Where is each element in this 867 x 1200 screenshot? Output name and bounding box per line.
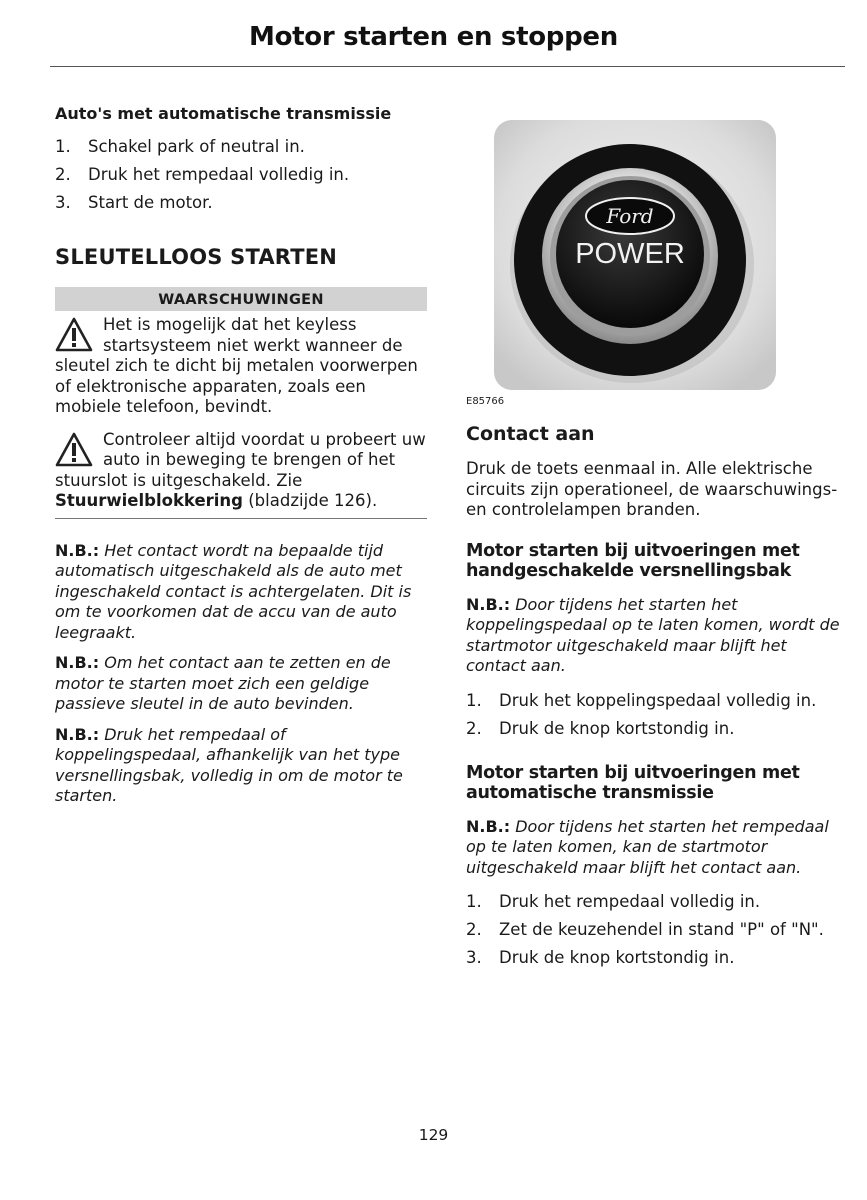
note: N.B.: Door tijdens het starten het koppelingspedaal op te laten komen, wordt de startmotor uitgeschakeld maar blijft het contact aan.: [466, 594, 840, 675]
image-code: E85766: [466, 396, 505, 407]
section-heading: SLEUTELLOOS STARTEN: [55, 245, 338, 269]
list-item: 3. Start de motor.: [55, 193, 213, 212]
header-divider: [50, 66, 845, 67]
cross-reference-link[interactable]: Stuurwielblokkering: [55, 491, 243, 510]
warning-triangle-icon: [55, 432, 93, 468]
list-item: 2. Zet de keuzehendel in stand "P" of "N".: [466, 920, 824, 939]
power-button-image: [494, 120, 776, 390]
right-column: [466, 120, 842, 972]
contact-heading: Contact aan: [466, 423, 595, 445]
manual-steps: [466, 687, 842, 743]
automatic-steps: [466, 888, 842, 972]
warnings-box: [55, 287, 427, 519]
list-item: 1. Druk het rempedaal volledig in.: [466, 892, 761, 911]
warning-triangle-icon: [55, 317, 93, 353]
note: N.B.: Druk het rempedaal of koppelingspedaal, afhankelijk van het type versnellingsbak, volledig in om de motor te starten.: [55, 724, 403, 805]
manual-heading: Motor starten bij uitvoeringen met handgeschakelde versnellingsbak: [466, 540, 800, 581]
page-number: 129: [418, 1126, 449, 1144]
warnings-bottom-rule: [55, 518, 427, 519]
list-item: 1. Druk het koppelingspedaal volledig in.: [466, 690, 817, 710]
warning-item: Het is mogelijk dat het keyless startsysteem niet werkt wanneer de sleutel zich te dicht bij metalen voorwerpen of elektronische apparaten, zoals een mobiele telefoon, bevindt.: [55, 315, 418, 416]
note: N.B.: Door tijdens het starten het rempedaal op te laten komen, kan de startmotor uitgeschakeld maar blijft het contact aan.: [466, 816, 829, 877]
ford-logo-text: Ford: [606, 204, 654, 228]
warning-item: Controleer altijd voordat u probeert uw auto in beweging te brengen of het stuurslot is uitgeschakeld. Zie Stuurwielblokkering (bladzijde 126).: [55, 429, 426, 510]
note: N.B.: Om het contact aan te zetten en de motor te starten moet zich een geldige passieve sleutel in de auto bevinden.: [55, 653, 391, 713]
auto-transmission-steps: [55, 133, 427, 217]
list-item: 3. Druk de knop kortstondig in.: [466, 948, 735, 967]
list-item: 2. Druk het rempedaal volledig in.: [55, 165, 350, 184]
page-title: Motor starten en stoppen: [249, 22, 618, 52]
list-item: 2. Druk de knop kortstondig in.: [466, 718, 735, 738]
power-button-illustration: [494, 120, 776, 390]
contact-text: Druk de toets eenmaal in. Alle elektrische circuits zijn operationeel, de waarschuwings- en controlelampen branden.: [466, 459, 838, 519]
power-label: POWER: [575, 238, 685, 270]
automatic-heading: Motor starten bij uitvoeringen met automatische transmissie: [466, 762, 800, 803]
warnings-title: WAARSCHUWINGEN: [55, 287, 427, 311]
left-column: [55, 104, 427, 807]
auto-transmission-heading: Auto's met automatische transmissie: [55, 104, 392, 123]
list-item: 1. Schakel park of neutral in.: [55, 137, 305, 156]
note: N.B.: Het contact wordt na bepaalde tijd automatisch uitgeschakeld als de auto met ingeschakeld contact is achtergelaten. Dit is om te voorkomen dat de accu van de auto leegraakt.: [55, 540, 412, 642]
